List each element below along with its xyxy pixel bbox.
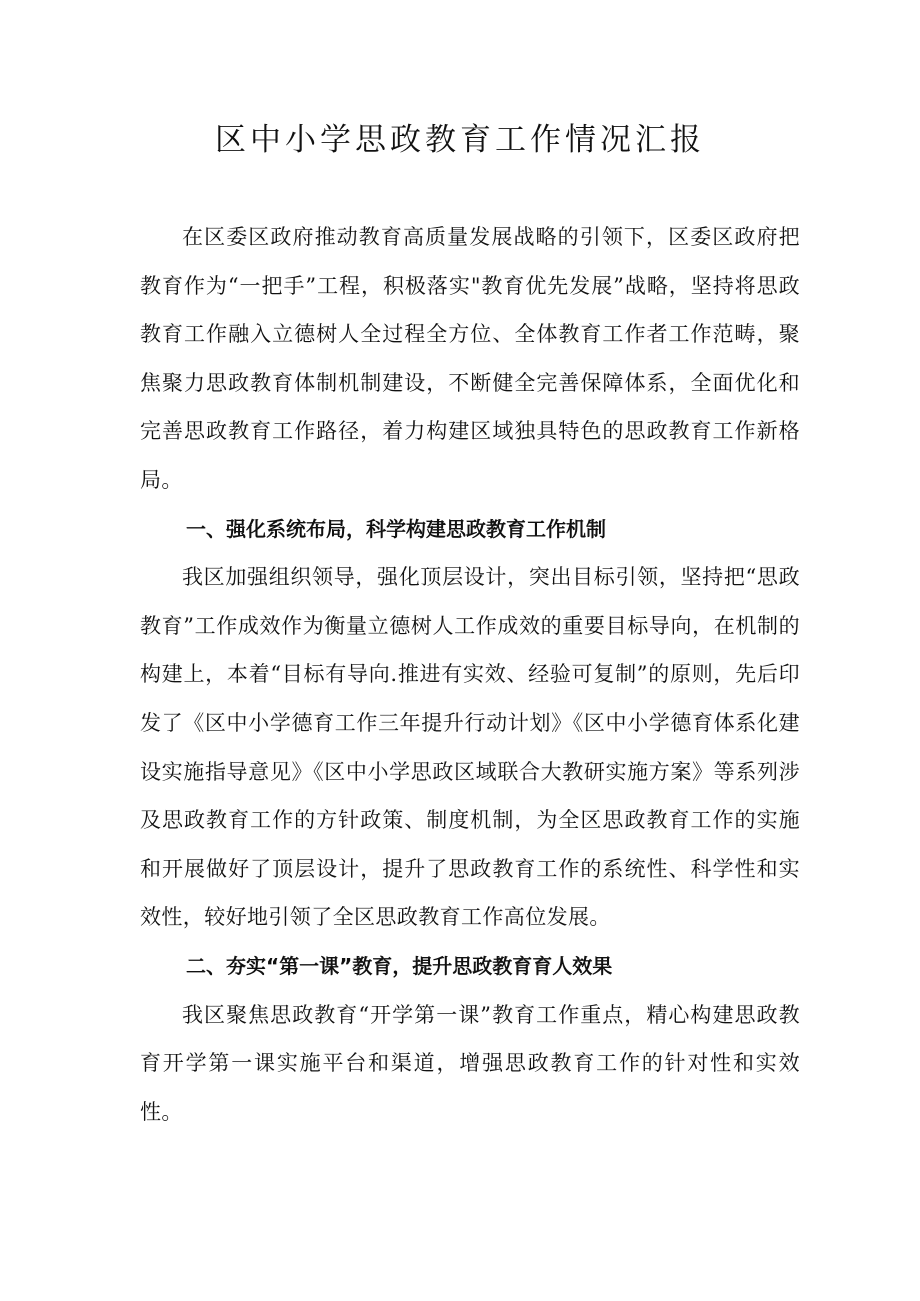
- section-paragraph-2: 我区聚焦思政教育“开学第一课”教育工作重点，精心构建思政教育开学第一课实施平台和渠道，增强思政教育工作的针对性和实效性。: [140, 1002, 800, 1124]
- section-paragraph-1: 我区加强组织领导，强化顶层设计，突出目标引领，坚持把“思政教育”工作成效作为衡量立德树人工作成效的重要目标导向，在机制的构建上，本着“目标有导向.推进有实效、经验可复制”的原则，先后印发了《区中小学德育工作三年提升行动计划》《区中小学德育体系化建设实施指导意见》《区中小学思政区域联合大教研实施方案》等系列涉及思政教育工作的方针政策、制度机制，为全区思政教育工作的实施和开展做好了顶层设计，提升了思政教育工作的系统性、科学性和实效性，较好地引领了全区思政教育工作高位发展。: [140, 565, 800, 930]
- section-heading-1: 一、强化系统布局，科学构建思政教育工作机制: [186, 516, 606, 541]
- document-title: 区中小学思政教育工作情况汇报: [215, 122, 705, 158]
- document-body: [140, 213, 800, 1136]
- intro-paragraph: 在区委区政府推动教育高质量发展战略的引领下，区委区政府把教育作为“一把手”工程，积极落实"教育优先发展”战略，坚持将思政教育工作融入立德树人全过程全方位、全体教育工作者工作范畴，聚焦聚力思政教育体制机制建设，不断健全完善保障体系，全面优化和完善思政教育工作路径，着力构建区域独具特色的思政教育工作新格局。: [140, 225, 800, 492]
- section-heading-2: 二、夯实“第一课”教育，提升思政教育育人效果: [186, 953, 613, 978]
